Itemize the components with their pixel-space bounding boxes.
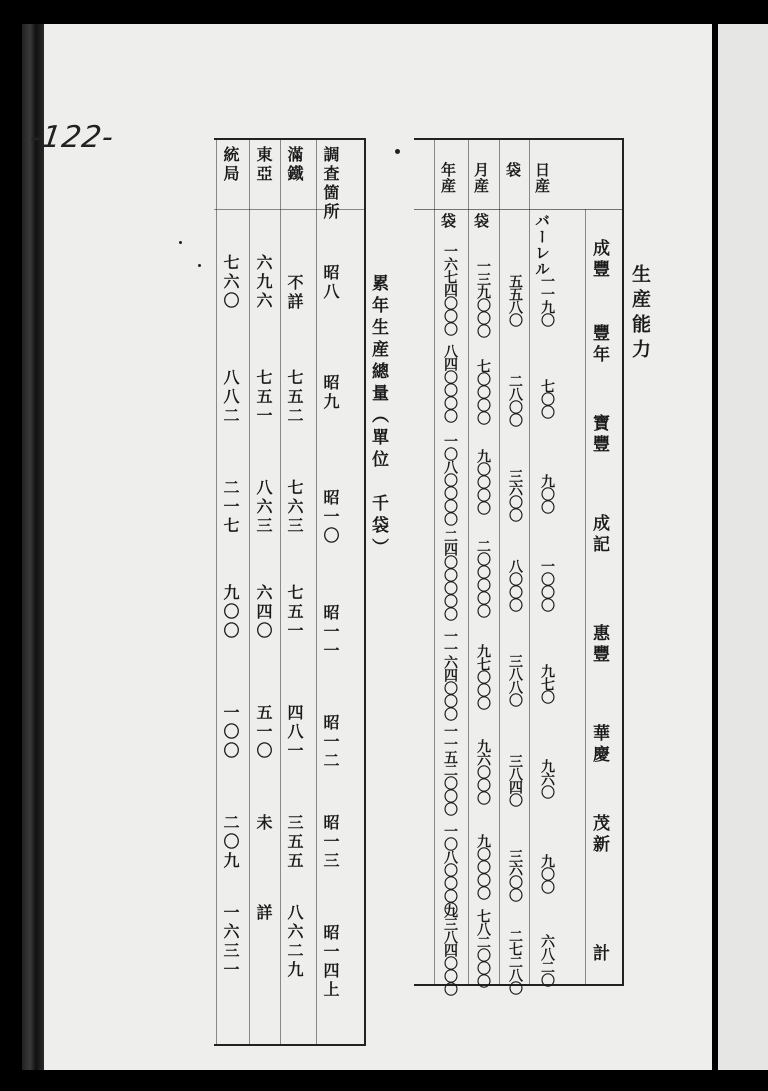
row-label: 東亞	[254, 146, 273, 184]
table-cell: 不詳	[285, 274, 304, 312]
column-header: 惠豐	[589, 624, 609, 666]
table-cell: 八八二	[221, 369, 240, 426]
table-cell: 九〇〇	[539, 474, 555, 513]
row-label: 統局	[221, 146, 240, 184]
table-cell: 六九六	[254, 254, 273, 311]
table-cell: 八四〇〇〇〇	[442, 344, 458, 422]
table-cell: 未	[254, 814, 273, 833]
table-cell: 一一六四〇〇〇	[442, 629, 458, 720]
column-header: 寶豐	[589, 414, 609, 456]
table-cell: 九〇〇	[539, 854, 555, 893]
page-number: -122-	[27, 120, 117, 155]
speck	[179, 241, 182, 244]
table-cell: 四八一	[285, 704, 304, 761]
table-cell: 六八二〇	[539, 934, 555, 986]
column-header: 計	[589, 944, 609, 965]
table-cell: 二四〇〇〇〇〇	[442, 529, 458, 620]
table-cell: 一〇八〇〇〇〇	[442, 824, 458, 915]
table-cell: 一六七四〇〇〇	[442, 244, 458, 335]
row-label: 月産 袋	[472, 162, 490, 229]
bullet-mark	[395, 149, 400, 154]
table-cell: 一〇八〇〇〇〇	[442, 434, 458, 525]
table-cell: 一六三一	[221, 904, 240, 980]
table-cell: 二〇九	[221, 814, 240, 871]
section-title: 生産能力	[629, 264, 651, 364]
table-caption: 累年生産總量（單位 千袋）	[368, 274, 388, 560]
table-cell: 八六二九	[285, 904, 304, 980]
table-cell: 九七〇〇〇	[475, 644, 491, 709]
table-cell: 二一七	[221, 479, 240, 536]
table-cell: 三五五	[285, 814, 304, 871]
next-page-edge	[718, 24, 768, 1070]
table-cell: 六四〇	[254, 584, 273, 641]
table-cell: 七八二〇〇〇	[475, 909, 491, 987]
table-cell: 九三八四〇〇〇	[442, 904, 458, 995]
table-cell: 三八八〇	[507, 654, 523, 706]
table-cell: 一一五二〇〇〇	[442, 724, 458, 815]
table-cell: 三六〇〇	[507, 849, 523, 901]
column-header: 豐年	[589, 324, 609, 366]
speck	[198, 264, 201, 267]
table-cell: 七〇〇〇〇	[475, 359, 491, 424]
year-header: 昭一三	[321, 814, 340, 871]
table-cell: 七六三	[285, 479, 304, 536]
table-cell: 九〇〇〇〇	[475, 449, 491, 514]
column-header: 成豐	[589, 239, 609, 281]
row-label: 日産 バーレル	[533, 162, 551, 277]
book-spine	[22, 24, 44, 1070]
table-cell: 八六三	[254, 479, 273, 536]
year-header: 昭一二	[321, 714, 340, 771]
year-header: 昭八	[321, 264, 340, 302]
table-cell: 七六〇	[221, 254, 240, 311]
document-page	[22, 24, 712, 1070]
table-cell: 九〇〇〇〇	[475, 834, 491, 899]
table-cell: 九六〇	[539, 759, 555, 798]
row-label: 袋	[504, 162, 522, 178]
table-cell: 八〇〇〇	[507, 559, 523, 611]
table-cell: 五五八〇	[507, 274, 523, 326]
year-header: 昭一一	[321, 604, 340, 661]
table-cell: 二八〇〇	[507, 374, 523, 426]
row-label: 年産 袋	[439, 162, 457, 229]
column-header: 成記	[589, 514, 609, 556]
table-cell: 九六〇〇〇	[475, 739, 491, 804]
row-label: 滿鐵	[285, 146, 304, 184]
table-cell: 詳	[254, 904, 273, 923]
table-cell: 二〇〇〇〇〇	[475, 539, 491, 617]
column-header: 茂新	[589, 814, 609, 856]
table-cell: 七五一	[285, 584, 304, 641]
table-cell: 五一〇	[254, 704, 273, 761]
table-cell: 二七二八〇	[507, 929, 523, 994]
table-cell: 三八四〇	[507, 754, 523, 806]
table-cell: 一一九〇	[539, 274, 555, 326]
table-cell: 九七〇	[539, 664, 555, 703]
year-header: 昭一四上	[321, 924, 340, 1000]
table-cell: 九〇〇	[221, 584, 240, 641]
table-cell: 七五二	[285, 369, 304, 426]
table-cell: 七五一	[254, 369, 273, 426]
table-cell: 三六〇〇	[507, 469, 523, 521]
header-label: 調査箇所	[321, 146, 340, 222]
table-cell: 一〇〇〇	[539, 559, 555, 611]
year-header: 昭一〇	[321, 489, 340, 546]
table-cell: 一三九〇〇〇	[475, 259, 491, 337]
year-header: 昭九	[321, 374, 340, 412]
table-cell: 一〇〇	[221, 704, 240, 761]
table-cell: 七〇〇	[539, 379, 555, 418]
column-header: 華慶	[589, 724, 609, 766]
